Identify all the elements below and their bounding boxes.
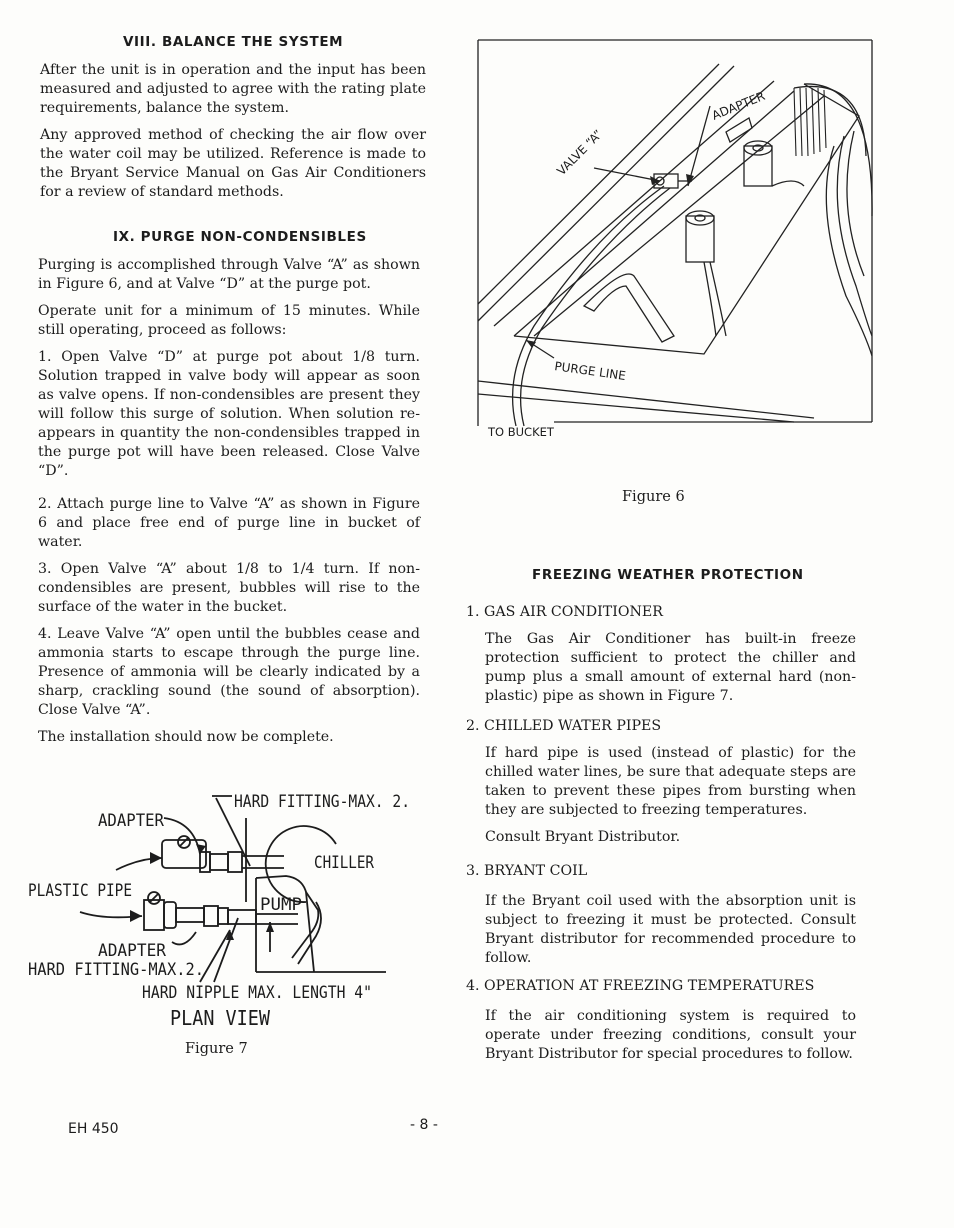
figure-7-drawing — [24, 782, 410, 1037]
freezing-heading: FREEZING WEATHER PROTECTION — [532, 567, 804, 583]
closing-paragraph: The installation should now be complete. — [38, 729, 334, 745]
to-bucket-label: TO BUCKET — [488, 425, 554, 439]
section-9-body — [38, 256, 420, 747]
paragraph: Operate unit for a minimum of 15 minutes. While still operating, proceed as follows: — [38, 303, 420, 338]
freezing-item-3 — [466, 862, 856, 968]
page-number: - 8 - — [410, 1117, 438, 1133]
step-4: 4. Leave Valve “A” open until the bubbles cease and ammonia starts to escape through the purge line. Presence of ammonia will be clearly indicated by a sharp, crackling sound (the sound of absorption). Close Valve “A”. — [38, 626, 420, 718]
adapter-label: ADAPTER — [709, 88, 767, 123]
hard-fitting-top-label: HARD FITTING-MAX. 2. — [234, 792, 410, 812]
adapter-top-label: ADAPTER — [98, 811, 165, 831]
hard-fitting-bottom-label: HARD FITTING-MAX.2. — [28, 960, 204, 980]
item-title: 4. OPERATION AT FREEZING TEMPERATURES — [466, 978, 815, 994]
item-title: 1. GAS AIR CONDITIONER — [466, 604, 663, 620]
item-title: 2. CHILLED WATER PIPES — [466, 718, 662, 734]
paragraph: Any approved method of checking the air flow over the water coil may be utilized. Reference is made to the Bryant Service Manual on Gas Air Conditioners for a review of standard methods. — [40, 127, 426, 200]
pump-label: PUMP — [260, 895, 302, 915]
item-paragraph: If the air conditioning system is required to operate under freezing conditions, consult your Bryant Distributor for special procedures to follow. — [485, 1008, 856, 1062]
adapter-bottom-label: ADAPTER — [98, 941, 167, 961]
hard-nipple-label: HARD NIPPLE MAX. LENGTH 4" — [142, 983, 372, 1003]
paragraph: After the unit is in operation and the input has been measured and adjusted to agree with the rating plate requirements, balance the system. — [40, 62, 426, 116]
valve-a-label: VALVE “A” — [554, 127, 606, 179]
document-id: EH 450 — [68, 1121, 119, 1137]
item-title: 3. BRYANT COIL — [466, 863, 588, 879]
section-9-heading: IX. PURGE NON-CONDENSIBLES — [113, 229, 367, 245]
figure-7-caption: Figure 7 — [185, 1041, 248, 1057]
chiller-label: CHILLER — [314, 853, 375, 873]
freezing-item-4 — [466, 977, 856, 1064]
step-3: 3. Open Valve “A” about 1/8 to 1/4 turn. If non-condensibles are present, bubbles will rise to the surface of the water in the bucket. — [38, 561, 420, 615]
plastic-pipe-label: PLASTIC PIPE — [28, 881, 132, 901]
plan-view-label: PLAN VIEW — [170, 1006, 271, 1030]
item-paragraph: Consult Bryant Distributor. — [485, 829, 681, 845]
step-2: 2. Attach purge line to Valve “A” as shown in Figure 6 and place free end of purge line in bucket of water. — [38, 496, 420, 550]
paragraph: Purging is accomplished through Valve “A” as shown in Figure 6, and at Valve “D” at the purge pot. — [38, 257, 420, 292]
item-paragraph: The Gas Air Conditioner has built-in freeze protection sufficient to protect the chiller and pump plus a small amount of external hard (non-plastic) pipe as shown in Figure 7. — [485, 631, 856, 704]
purge-line-label: PURGE LINE — [553, 359, 627, 383]
freezing-item-1 — [466, 603, 856, 706]
freezing-item-2 — [466, 717, 856, 847]
section-8-body — [40, 61, 426, 202]
section-8-heading: VIII. BALANCE THE SYSTEM — [123, 34, 344, 50]
figure-6-drawing — [474, 36, 874, 446]
step-1: 1. Open Valve “D” at purge pot about 1/8 turn. Solution trapped in valve body will appear as soon as valve opens. If non-condensibles are present they will follow this surge of solution. When solution re-appears in quantity the non-condensibles trapped in the purge pot will have been released. Close Valve “D”. — [38, 349, 420, 479]
item-paragraph: If hard pipe is used (instead of plastic) for the chilled water lines, be sure that adequate steps are taken to prevent these pipes from bursting when they are subjected to freezing temperatures. — [485, 745, 856, 818]
figure-6-caption: Figure 6 — [622, 489, 685, 505]
item-paragraph: If the Bryant coil used with the absorption unit is subject to freezing it must be protected. Consult Bryant distributor for recommended procedure to follow. — [485, 893, 856, 966]
